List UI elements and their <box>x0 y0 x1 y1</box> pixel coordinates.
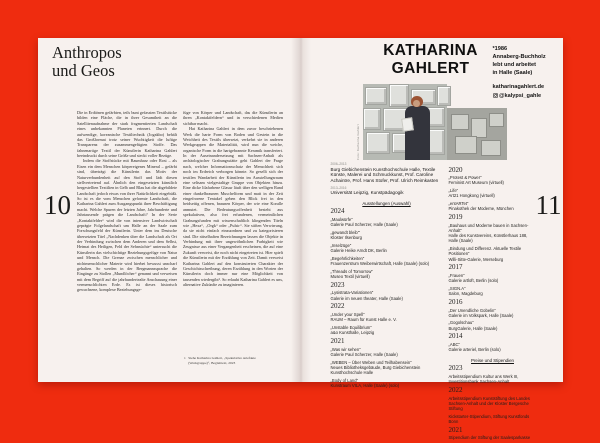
cv-entry-venue: BurgGalerie, Halle (Saale) <box>448 325 498 331</box>
cv-entry-title: „Bauhaus und Moderne bauen in Sachsen-Anhalt“ <box>448 222 529 233</box>
year-heading: 2022 <box>448 385 463 394</box>
year-heading: 2022 <box>330 302 345 311</box>
relief-wall-tile <box>365 87 387 105</box>
cv-entry-venue: Galerie arteriel, Berlin (solo) <box>448 347 501 353</box>
residence-line1: lebt und arbeitet <box>492 62 537 69</box>
artwork-detail <box>481 140 501 156</box>
cv-entry-title: „Der Unendliche Gobelin“ <box>448 307 496 313</box>
artist-name-line2: GAHLERT <box>391 59 470 77</box>
cv-entry-title: „WEBEN – Über Weben und Teilhabensein“ <box>330 359 412 365</box>
cv-entry-venue: Galerie artloft, Berlin (solo) <box>448 278 499 284</box>
year-group <box>331 338 443 388</box>
artist-name-line1: KATHARINA <box>383 42 478 59</box>
cv-entry <box>331 347 443 358</box>
cv-entry-venue: Galerie im neuen theater, Halle (Saale) <box>330 295 403 301</box>
artist-portrait-photo <box>363 84 447 160</box>
instagram-row <box>493 92 559 100</box>
relief-wall-tile <box>363 108 381 130</box>
education-entry: Universität Leipzig, Kunstpädagogik <box>330 190 404 196</box>
cv-entry <box>449 342 537 353</box>
cv-entry-venue: Art21 Hongkong (virtuell) <box>448 193 495 199</box>
year-heading: 2017 <box>448 263 463 272</box>
year-heading: 2019 <box>448 212 463 221</box>
essay-title-line2: und Geos <box>52 61 115 81</box>
instagram-icon <box>493 93 498 98</box>
year-heading: 2020 <box>448 165 463 174</box>
right-page <box>301 38 564 441</box>
artist-name-title <box>356 42 506 78</box>
cv-entry <box>449 414 537 425</box>
cv-entry-venue: Neues Bibliotheksgebäude, Burg Giebichenstein Kunsthochschule Halle <box>330 364 421 376</box>
figure-face <box>413 100 420 108</box>
cv-entry-venue: Galerie im Volkspark, Halle (Saale) <box>448 312 514 318</box>
cv-entry-venue: Feminist Art Museum (virtuell) <box>448 180 504 186</box>
cv-entry-title: „Body of Land“ <box>330 377 358 383</box>
exhibitions-list-right <box>449 167 537 353</box>
cv-entry <box>331 230 443 241</box>
year-group <box>449 167 537 212</box>
cv-entry-title: „Inselzüge“ <box>330 242 352 248</box>
cv-entry <box>331 378 443 389</box>
exhibitions-list-left <box>331 208 443 388</box>
photo-credit: Foto: Katharina Gahlert <box>355 124 360 160</box>
year-group <box>331 303 443 335</box>
artwork-detail <box>489 113 504 127</box>
cv-entry <box>449 374 537 385</box>
cv-entry-title: „Protest & Power“ <box>448 175 482 181</box>
left-page <box>38 38 301 382</box>
cv-entry-venue: Kunstraum VILA, Halle (Saale) (solo) <box>330 382 400 388</box>
essay-column-1 <box>77 110 177 293</box>
cv-entry-title: „Under your Spell“ <box>330 312 365 318</box>
cv-entry-venue: Pinakothek der Moderne, München <box>448 206 514 212</box>
year-heading: 2021 <box>448 425 463 434</box>
cv-entry-title: „Lysistrata-Variationen“ <box>330 290 374 296</box>
cv-entry-title: „SIGN.A“ <box>448 285 466 291</box>
cv-entry <box>331 217 443 228</box>
contact-block <box>493 83 559 99</box>
cv-entry-venue: Galerie Heike Arndt DK, Berlin <box>330 248 387 254</box>
cv-entry <box>449 396 537 412</box>
year-heading: 2023 <box>330 280 345 289</box>
cv-entry <box>331 243 443 254</box>
cv-entry-title: „entARTet“ <box>448 200 469 206</box>
cv-entry <box>331 269 443 280</box>
cv-entry <box>449 175 537 186</box>
essay-paragraph: füge von Körper und Landschaft, das die Künstlerin an ihren „Kontaktfeldern“ und in verschiedenen Medien sichtbar macht. <box>183 110 283 126</box>
cv-entry-venue: Galerie Paul Scherzer, Halle (Saale) <box>330 222 398 228</box>
cv-entry-venue: Salon, Magdeburg <box>448 291 483 297</box>
cv-entry-title: „gewandt bleib’“ <box>330 230 361 236</box>
cv-entry <box>331 325 443 336</box>
year-group <box>331 208 443 279</box>
cv-entry-title: „ABC“ <box>448 342 460 348</box>
cv-entry <box>449 435 537 440</box>
cv-column-left <box>331 160 443 391</box>
year-group <box>449 214 537 262</box>
year-heading: 2014 <box>448 332 463 341</box>
footnote-text: Siehe Katharina Gahlert, „Spekulative Artefakte (Werkgruppe)“, Begleittext, 2023 <box>188 356 256 365</box>
page-number-left: 10 <box>44 190 71 220</box>
instagram-handle: @kalypsi_gahle <box>499 92 542 99</box>
cv-entry-venue: Frauenzentrum Weiberwirtschaft, Halle (Saale) (solo) <box>330 261 430 267</box>
relief-wall-tile <box>366 132 390 154</box>
education-years: 2013–2016 <box>330 185 347 190</box>
year-group <box>449 387 537 424</box>
year-group <box>449 264 537 296</box>
cv-entry-title: „Threads of Tomorrow“ <box>330 268 373 274</box>
cv-entry-title: Kickstarter-Stipendium, Stiftung Kunstfonds Bonn <box>448 413 530 424</box>
essay-paragraph: Hat Katharina Gahlert in dem zuvor beschriebenen Werk die harte Form von Boden und Gestein in die Weichheit des Textils übersetzt, verkehrt sie in anderen Werkgruppen die Materialität, wird nun die weiche, organische Form in die hartgebrannte Keramik transferiert. In der Auseinandersetzung mit Sachsen-Anhalt als archäologischer Grabungsstätte geht Gahlert der Frage nach, welcher Informationsschatz der Menschheit sich noch im Erdreich verborgen könnte. So gesellt sich der textilen Wandarbeit der Künstlerin im Ausstellungsraum eine seltsam vielgestaltige Gruppe von Objekten hinzu. Eine dicke lilafarbene Glasur läuft über den welligen Rand einer dunkelbraunen Muschelform und matt in der Zeit eingefrorene Tentakel geben den Blick frei in den beidseitig offenen, braunen Körper, der wie eine Koralle anmutet. Die Bedeutungsoffenheit besteht aus spekulativen, also frei erfundenen, vermeintlichen Grabungsfunden mit wissenschaftlich klingenden Titeln wie „Hexa“, „Orgk“ oder „Pulsir“. Sie stiften Verwirrung, da sie nicht einfach einzuordnen und zu kategorisieren sind. Die rätselhaften Bezeichnungen lassen die Objekte in Verbindung mit ihrer ungewöhnlichen Farbigkeit wie Zeugnisse aus einer Vergangenheit erscheinen, die auf eine Zukunft verweist, die noch nicht eingetreten ist. Hier spielt die Künstlerin mit der Erzählung von Zeit. Damit verweist Katharina Gahlert auf den konstruierten Charakter der Geschichtsschreibung, deren Erzählung in den Worten der Künstlerin doch immer nur eine Möglichkeit von tausenden wiedergibt¹. So erlaubt Katharina Gahlert es uns, alternative Zukünfte zu imaginieren. <box>183 126 283 287</box>
artist-figure <box>403 96 433 160</box>
cv-entry-title: „Maulwürfe“ <box>330 217 353 223</box>
cv-entry-title: Arbeitsstipendium Kultur ans Werk III, Investitionsbank Sachsen-Anhalt <box>448 373 519 385</box>
cv-entry-title: „Frauen“ <box>448 272 465 278</box>
cv-entry-title: „Begehrlichkeiten“ <box>330 255 365 261</box>
cv-entry-venue: RAUM – Raum für Kunst Halle e. V. <box>330 317 397 323</box>
artist-bio-block <box>493 45 559 100</box>
cv-entry-venue: Museo Textil (virtuell) <box>330 273 370 279</box>
essay-title <box>52 44 122 81</box>
cv-entry <box>331 256 443 267</box>
cv-entry <box>449 286 537 297</box>
essay-paragraph: Die in Erdtönen gefärbten, teils bunt gefassten Textilstücke bilden eine Fläche, die in ihrer Gesamtheit an die Satellitenaufnahme der stark fragmentierten Landschaft eines unbekannten Planeten erinnert. Durch die aufwendige, koreanische Textiltechnik (Jogakbo) behält das Großformat trotz seiner Wuchtigkeit die luftige Transparenz der zusammengefügten Stoffe. Das fahnenartige Textil der Künstlerin Katharina Gahlert beeindruckt durch seine Größe und steckt voller Bezüge. <box>77 110 177 158</box>
essay-body <box>77 110 283 293</box>
cv-entry-venue: Willi-Sitte-Galerie, Merseburg <box>448 256 504 262</box>
artwork-detail <box>471 118 487 138</box>
cv-entry-venue: Galerie Paul Scherzer, Halle (Saale) <box>330 351 398 357</box>
year-heading: 2021 <box>330 336 345 345</box>
cv-entry <box>449 188 537 199</box>
cv-entry-title: „Was wir sehen“ <box>330 346 361 352</box>
residence-line2: in Halle (Saale) <box>492 70 533 77</box>
cv-entry <box>449 246 537 262</box>
birth-year: *1986 <box>492 46 508 52</box>
year-group <box>449 333 537 352</box>
year-heading: 2023 <box>448 364 463 373</box>
cv-entry-title: „Life“ <box>448 188 459 194</box>
cv-entry-venue: Halle des Kunstvereins, Künstlerhaus 188, Halle (Saale) <box>448 233 528 244</box>
year-group <box>449 427 537 441</box>
cv-entry-venue: Kloster Ilsenburg <box>330 235 362 241</box>
cv-entry-title: Stipendium der Stiftung der Saalesparkasse <box>448 435 531 441</box>
cv-entry-title: „Bindung und Differenz. Aktuelle Textile Positionen“ <box>448 246 522 257</box>
year-group <box>331 282 443 301</box>
cv-entry <box>331 290 443 301</box>
education-entry: Burg Giebichenstein Kunsthochschule Halle, Textile Künste, Malerei und Schmuckkunst, Prof. Caroline Achaintre, Prof. Hans Stofer, Prof. Ulrich Reimkasten <box>330 166 439 183</box>
awards-header: Preise und Stipendien <box>471 357 514 363</box>
artwork-thumbnail <box>447 108 507 160</box>
page-number-right: 11 <box>535 190 562 220</box>
year-group <box>449 365 537 384</box>
education-list <box>331 162 443 196</box>
cv-entry <box>331 312 443 323</box>
cv-entry-venue: a&o Kunsthalle, Leipzig <box>330 330 375 336</box>
relief-wall-tile <box>437 86 451 106</box>
cv-entry <box>449 223 537 244</box>
awards-list <box>449 365 537 440</box>
cv-entry-title: „Unstable Equilibrium“ <box>330 324 372 330</box>
footnote <box>184 356 278 365</box>
year-group <box>449 299 537 331</box>
figure-coat <box>405 106 430 160</box>
cv-entry-title: „Gogolschau“ <box>448 320 474 326</box>
cv-column-right <box>449 164 537 443</box>
artwork-detail <box>451 114 469 130</box>
cv-entry <box>331 360 443 376</box>
exhibitions-header: Ausstellungen (Auswahl) <box>362 200 411 206</box>
cv-entry-title: Arbeitsstipendium Kunststiftung des Landes Sachsen-Anhalt und der Kloster Bergesche Stiftung <box>448 395 530 412</box>
year-heading: 2016 <box>448 297 463 306</box>
year-heading: 2024 <box>330 207 345 216</box>
footnote-number: 1 <box>184 356 186 360</box>
artwork-detail <box>455 136 477 154</box>
essay-column-2 <box>183 110 283 293</box>
birth-place: Annaberg-Buchholz <box>492 54 546 61</box>
essay-paragraph: Indem die Stoffstücke mit Baumharz oder Rost – als Eisen ein dem Menschen körpereigenes Mineral – gefärbt sind, überträgt die Künstlerin das Motiv der Naturverbundenheit auf den Stoff und lädt diesen stellvertretend auf. Ähnlich den eingesetzten künstlich hergestellten Textilien in Gelb und Blau hat die abgebildete Landschaft jedoch etwas von ihrer Natürlichkeit eingebüßt. So ist es die vom Menschen geformte Landschaft, die Katharina Gahlert zum Ausgangspunkt ihrer Beschäftigung macht. Welche Spuren der letzten Jahre, Jahrhunderte und Jahrtausende prägen die Landschaft? In der Serie „Kontaktfelder“ wird die von intensiver Landwirtschaft geprägte Folgelandschaft um Halle an der Saale zum Forschungsfeld der Künstlerin. Unter dem ins Deutsche übersetzten Titel „Nachdenken über die Landschaft als Ort der Verbindung zwischen dem Anderen und dem Selbst, Heimat des Heiligen, Feld der Sehnsüchte“ untersucht die Künstlerin das vielschichtige Beziehungsgefüge von Natur und Mensch. Die Grenze zwischen menschlicher und nichtmenschlicher Materie wird hierbei bewusst unscharf gehalten. So werden in der Bergmannssprache die Eingänge zu Stollen „Mundlöcher“ genannt und verweisen mit dem Begriff auf die jahrhundertealte Anschauung einer vermenschlichten Erde. Es ist dieses historisch gewachsene, komplexe Beziehungsge- <box>77 158 177 293</box>
cv-entry <box>449 273 537 284</box>
education-years: 2006–2013 <box>330 162 347 166</box>
figure-held-object <box>401 117 414 131</box>
cv-entry <box>449 308 537 319</box>
cv-entry <box>449 201 537 212</box>
essay-title-line1: Anthropos <box>52 43 122 62</box>
cv-entry <box>449 320 537 331</box>
open-book-spread <box>38 38 563 441</box>
website-url: katharinagahlert.de <box>492 84 545 91</box>
